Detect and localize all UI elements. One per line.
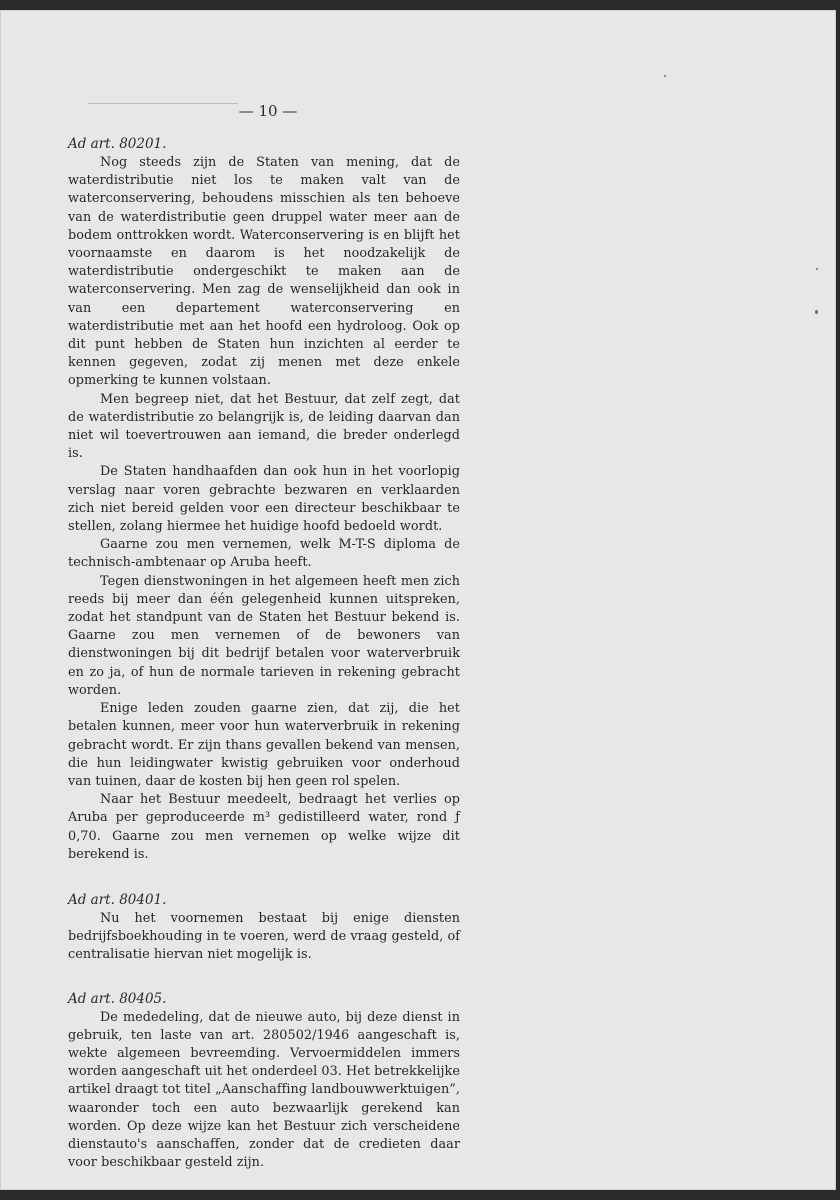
scan-speck (664, 75, 666, 77)
paragraph: Men begreep niet, dat het Bestuur, dat zelf zegt, dat de waterdistributie zo belangrijk is, de leiding daarvan dan niet wil toevertrouwen aan iemand, die breder onderlegd is. (68, 391, 460, 462)
document-body (68, 134, 460, 1196)
section-heading: Ad art. 80401. (68, 891, 167, 908)
scan-speck (815, 310, 818, 314)
section-art-80405 (68, 989, 460, 1173)
paragraph: Enige leden zouden gaarne zien, dat zij, die het betalen kunnen, meer voor hun waterverbruik in rekening gebracht wordt. Er zijn thans gevallen bekend van mensen, die hun leidingwater kwistig gebruiken voor onderhoud van tuinen, daar de kosten bij hen geen rol spelen. (68, 701, 460, 789)
paragraph: Nu het voornemen bestaat bij enige diensten bedrijfsboekhouding in te voeren, werd de vraag gesteld, of centralisatie hiervan niet mogelijk is. (68, 910, 460, 963)
scan-speck (816, 268, 818, 270)
paragraph: De mededeling, dat de nieuwe auto, bij deze dienst in gebruik, ten laste van art. 280502/1946 aangeschaft is, wekte algemeen bevreemding. Vervoermiddelen immers worden aangeschaft uit het onderdeel 03. Het betrekkelijke artikel draagt tot titel „Aanschaffing landbouwwerktuigen”, waaronder toch een auto bezwaarlijk gerekend kan worden. Op deze wijze kan het Bestuur zich verscheidene dienstauto's aanschaffen, zonder dat de credieten daar voor beschikbaar gesteld zijn. (68, 1009, 460, 1171)
section-art-80201 (68, 134, 460, 864)
paragraph: Naar het Bestuur meedeelt, bedraagt het verlies op Aruba per geproduceerde m³ gedistilleerd water, rond ƒ 0,70. Gaarne zou men vernemen op welke wijze dit berekend is. (68, 792, 460, 862)
section-heading: Ad art. 80201. (68, 136, 167, 152)
document-page (0, 10, 836, 1190)
section-heading: Ad art. 80405. (68, 990, 167, 1007)
paragraph: Tegen dienstwoningen in het algemeen heeft men zich reeds bij meer dan één gelegenheid kunnen uitspreken, zodat het standpunt van de Staten het Bestuur bekend is. Gaarne zou men vernemen of de bewoners van dienstwoningen bij dit bedrijf betalen voor waterverbruik en zo ja, of hun de normale tarieven in rekening gebracht worden. (68, 573, 460, 698)
paragraph: Gaarne zou men vernemen, welk M-T-S diploma de technisch-ambtenaar op Aruba heeft. (68, 537, 460, 571)
section-art-80401 (68, 890, 460, 965)
page-number: — 10 — (238, 102, 298, 120)
paragraph: De Staten handhaafden dan ook hun in het voorlopig verslag naar voren gebrachte bezwaren en verklaarden zich niet bereid gelden voor een directeur beschikbaar te stellen, zolang hiermee het huidige hoofd bedoeld wordt. (68, 464, 460, 535)
paragraph: Nog steeds zijn de Staten van mening, dat de waterdistributie niet los te maken valt van de waterconservering, behoudens misschien als ten behoeve van de waterdistributie geen druppel water meer aan de bodem onttrokken wordt. Waterconservering is en blijft het voornaamste en daarom is het noodzakelijk de waterdistributie ondergeschikt te maken aan de waterconservering. Men zag de wenselijkheid dan ook in van een departement waterconservering en waterdistributie met aan het hoofd een hydroloog. Ook op dit punt hebben de Staten hun inzichten al eerder te kennen gegeven, zodat zij menen met deze enkele opmerking te kunnen volstaan. (68, 155, 460, 389)
